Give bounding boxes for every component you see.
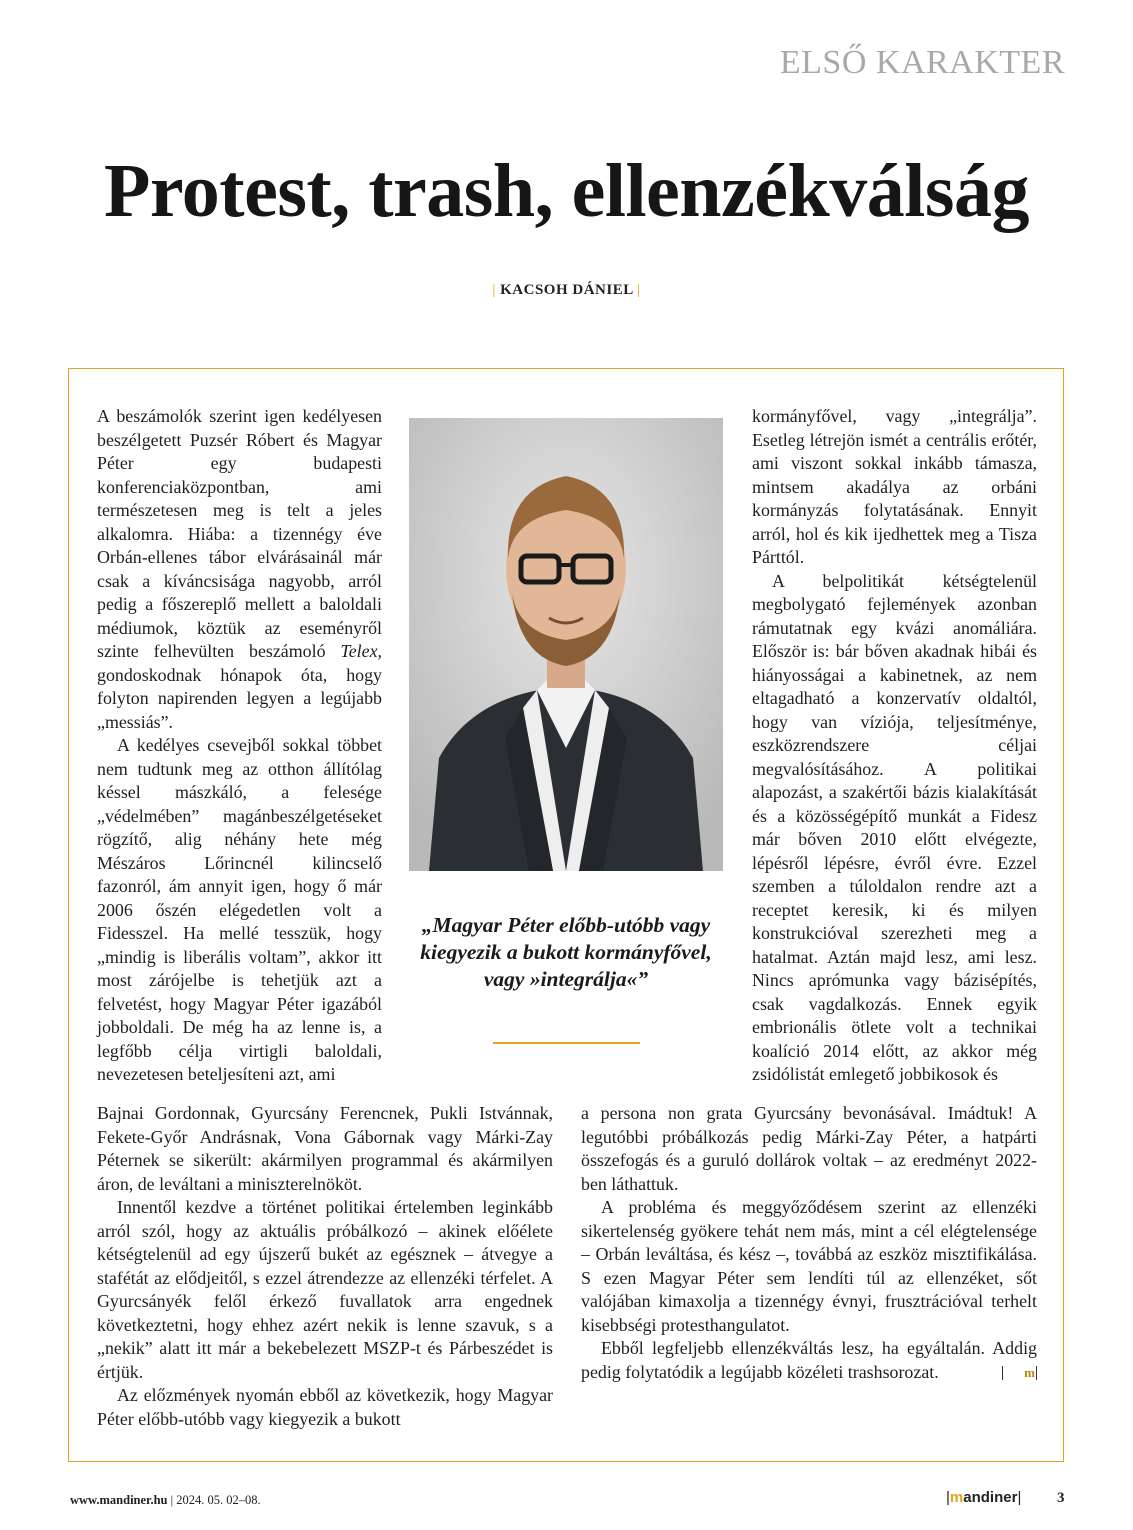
bottom-right-column <box>581 1102 1037 1384</box>
author-photo <box>409 418 723 871</box>
paragraph: A probléma és meggyőződésem szerint az ellenzéki sikertelenség gyökere tehát nem más, mint a cél elégtelensége – Orbán leváltása, és kész –, továbbá az eszköz misztifikálása. S ezen Magyar Péter sem lendíti túl az ellenzéket, sőt valójában kimaxolja a tizennégy évnyi, frusztrációval terhelt kisebbségi protesthangulatot. <box>581 1197 1037 1335</box>
brand-logo-m: m <box>949 1489 964 1506</box>
paragraph: A beszámolók szerint igen kedélyesen beszélgetett Puzsér Róbert és Magyar Péter egy budapesti konferenciaközpontban, ami természetesen meg is telt a jeles alkalomra. Hiába: a tizennégy éve Orbán-ellenes tábor elvárásainál már csak a kíváncsisága nagyobb, arról pedig a főszereplő mellett a baloldali médiumok, köztük az eseményről szinte felhevülten beszámoló Telex, gondoskodnak hónapok óta, hogy folyton napirenden legyen a legújabb „messiás”. <box>97 406 382 732</box>
paragraph: a persona non grata Gyurcsány bevonásával. Imádtuk! A legutóbbi próbálkozás pedig Márki-Zay Péter, a hatpárti összefogás és a guruló dollárok voltak – az eredményt 2022-ben láthattuk. <box>581 1103 1037 1194</box>
paragraph: A kedélyes csevejből sokkal többet nem tudtunk meg az otthon állítólag késsel mászkáló, a felesége „védelmében” magánbeszélgetéseket rögzítő, alig néhány hete még Mészáros Lőrincnél kilincselő fazonról, ám annyit igen, hogy ő már 2006 őszén elégedetlen volt a Fidesszel. Ha mellé tesszük, hogy „mindig is liberális voltam”, akkor itt most zárójelbe is tehetjük azt a felvetést, hogy Magyar Péter igazából jobboldali. De még ha az lenne is, a legfőbb célja virtigli baloldali, nevezetesen beteljesíteni azt, ami <box>97 735 382 1084</box>
article-headline: Protest, trash, ellenzékválság <box>104 149 1029 233</box>
page-number: 3 <box>1057 1490 1065 1506</box>
pull-quote-rule <box>493 1042 640 1044</box>
telex-italic: Telex, <box>340 641 382 661</box>
brand-logo: |mandiner| <box>946 1489 1022 1506</box>
paragraph: A belpolitikát kétségtelenül megbolygató fejlemények azonban rámutatnak egy kvázi anomáliára. Először is: bár bőven akadnak hibái és hiányosságai a kabinetnek, az nem eltagadható a konzervatív oldaltól, hogy van víziója, teljesítménye, eszközrendszere céljai megvalósításához. A politikai alapozást, a szakértői bázis kialakítását és a közösségépítő munkát a Fidesz már bőven 2010 előtt elvégezte, lépésről lépésre, évről évre. Ezzel szemben a túloldalon rendre azt a receptet keresik, ki és milyen konstrukcióval szerezheti meg a hatalmat. Aztán majd lesz, ami lesz. Nincs aprómunka vagy bázisépítés, csak vagdalkozás. Ennek egyik embrionális ötlete volt a technikai koalíció 2014 előtt, az akkor még zsidólistát emlegető jobbikosok és <box>752 570 1037 1084</box>
byline <box>0 282 1133 299</box>
paragraph: Bajnai Gordonnak, Gyurcsány Ferencnek, Pukli Istvánnak, Fekete-Győr Andrásnak, Vona Gábornak vagy Márki-Zay Péternek se sikerült: akármilyen programmal és akármilyen áron, de leváltani a miniszterelnököt. <box>97 1103 553 1194</box>
byline-bar-left: | <box>492 282 496 298</box>
author-name: KACSOH DÁNIEL <box>500 282 633 298</box>
paragraph: kormányfővel, vagy „integrálja”. Esetleg létrejön ismét a centrális erőtér, ami viszont sokkal inkább támasza, mintsem akadálya az orbáni kormányzás folytatásának. Ennyit arról, hol és kik ijedhettek meg a Tisza Párttól. <box>752 406 1037 567</box>
paragraph: Ebből legfeljebb ellenzékváltás lesz, ha egyáltalán. Addig pedig folytatódik a legújabb közéleti trashsorozat. m <box>581 1338 1037 1382</box>
right-column <box>752 405 1037 1087</box>
byline-bar-right: | <box>637 282 641 298</box>
paragraph: Innentől kezdve a történet politikai értelemben leginkább arról szól, hogy az aktuális próbálkozó – akinek előélete kétségtelenül ad egy újszerű bukét az egésznek – átvegye a stafétát az elődjeitől, s ezzel átrendezze az ellenzéki térfelet. A Gyurcsányék felől érkező fuvallatok arra engednek következtetni, hogy ehhez azért nekik is lenne szavuk, s a „nekik” alatt itt már a bekebelezett MSZP-t és Párbeszédet is értjük. <box>97 1197 553 1382</box>
brand-logo-text: andiner <box>963 1489 1018 1506</box>
portrait-photo-icon <box>409 418 723 871</box>
end-mark-icon: m <box>1002 1366 1037 1380</box>
section-label: ELSŐ KARAKTER <box>779 44 1065 81</box>
left-column <box>97 405 382 1087</box>
footer-date: 2024. 05. 02–08. <box>176 1493 261 1507</box>
paragraph: Az előzmények nyomán ebből az következik, hogy Magyar Péter előbb-utóbb vagy kiegyezik a bukott <box>97 1385 553 1429</box>
pull-quote: „Magyar Péter előbb-utóbb vagy kiegyezik a bukott kormányfővel, vagy »integrálja«” <box>420 913 712 991</box>
footer-site[interactable]: www.mandiner.hu <box>70 1493 168 1507</box>
footer-site-date: www.mandiner.hu | 2024. 05. 02–08. <box>70 1493 261 1507</box>
bottom-left-column <box>97 1102 553 1431</box>
